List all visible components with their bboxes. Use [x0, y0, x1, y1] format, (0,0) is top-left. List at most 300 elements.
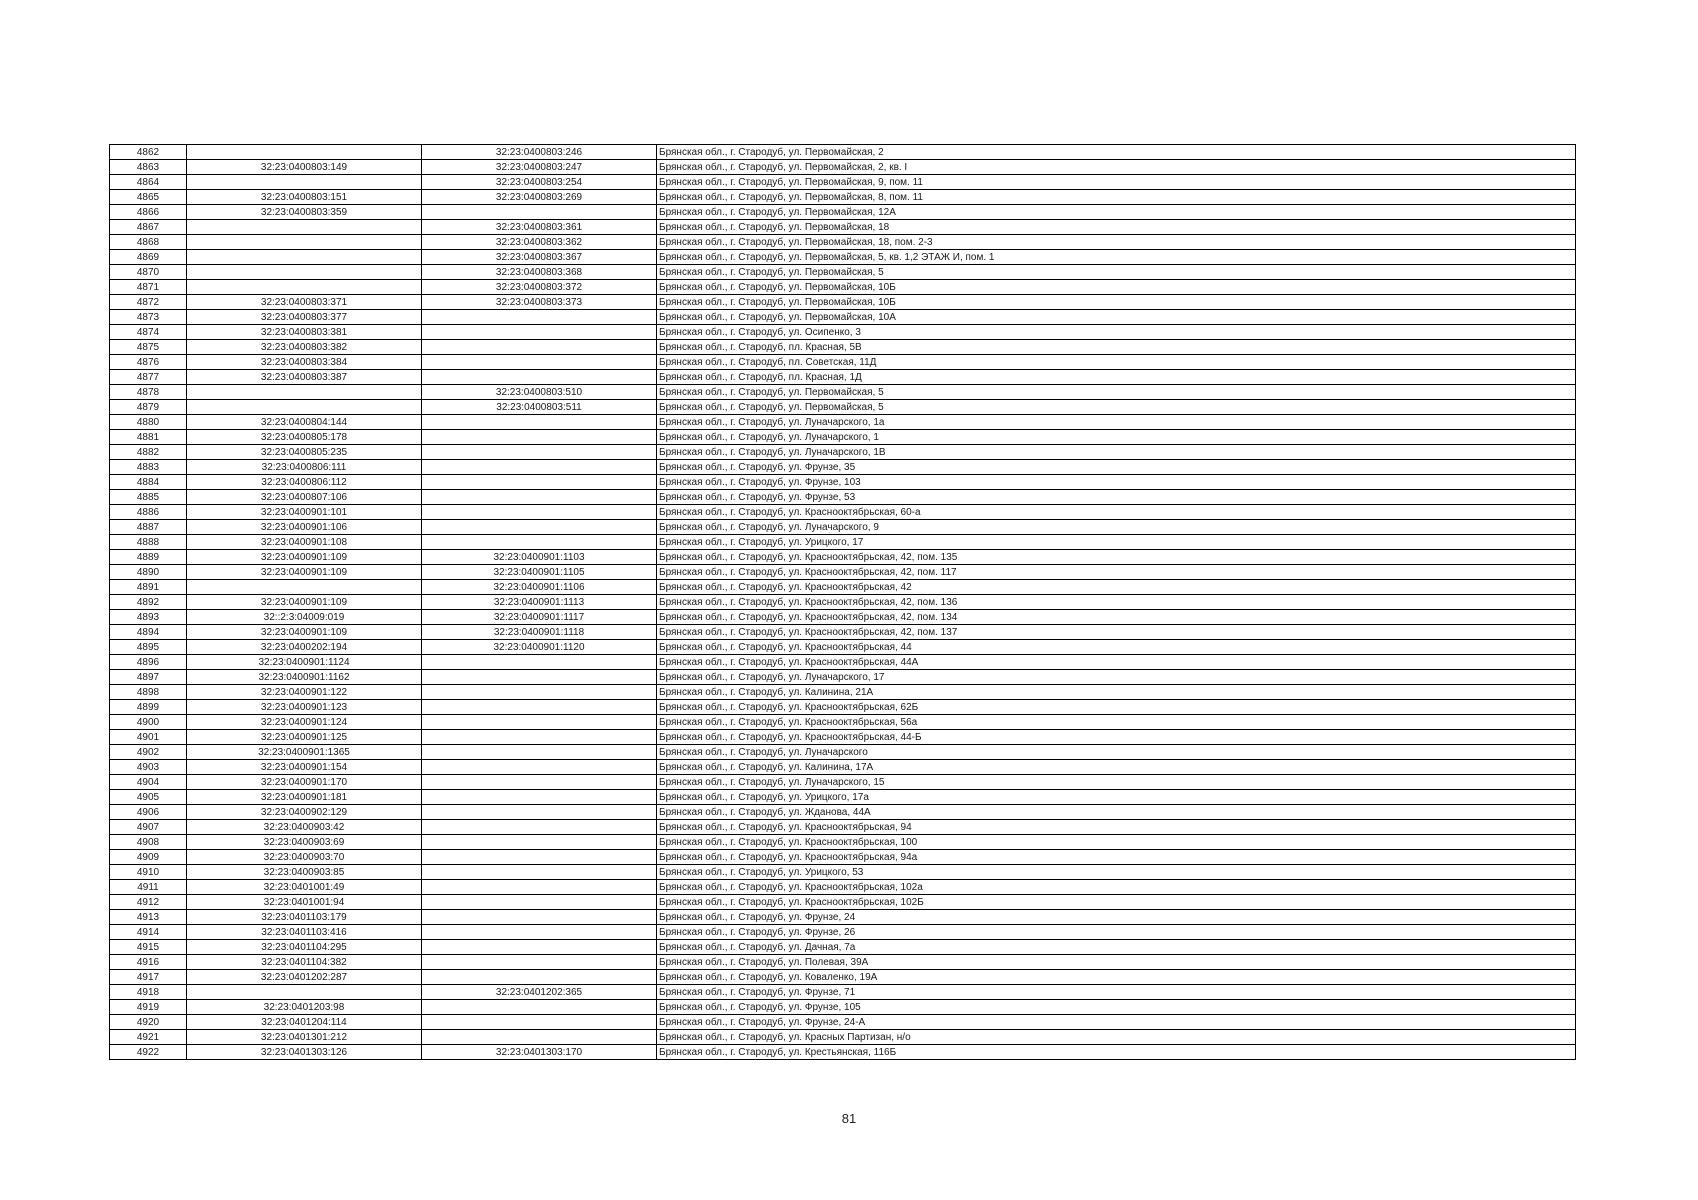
table-row	[110, 655, 1576, 670]
address-cell: Брянская обл., г. Стародуб, ул. Луначарского, 9	[657, 520, 1576, 535]
premises-cadastral-number-cell: 32:23:0400803:367	[422, 250, 657, 265]
row-number-cell: 4865	[110, 190, 187, 205]
address-cell: Брянская обл., г. Стародуб, ул. Первомайская, 10Б	[657, 295, 1576, 310]
premises-cadastral-number-cell	[422, 655, 657, 670]
premises-cadastral-number-cell	[422, 700, 657, 715]
row-number-cell: 4884	[110, 475, 187, 490]
address-cell: Брянская обл., г. Стародуб, ул. Дачная, 7а	[657, 940, 1576, 955]
address-cell: Брянская обл., г. Стародуб, ул. Первомайская, 10А	[657, 310, 1576, 325]
address-cell: Брянская обл., г. Стародуб, ул. Первомайская, 8, пом. 11	[657, 190, 1576, 205]
address-cell: Брянская обл., г. Стародуб, ул. Краснооктябрьская, 44	[657, 640, 1576, 655]
address-cell: Брянская обл., г. Стародуб, ул. Фрунзе, 53	[657, 490, 1576, 505]
address-cell: Брянская обл., г. Стародуб, ул. Урицкого, 53	[657, 865, 1576, 880]
table-row	[110, 685, 1576, 700]
address-cell: Брянская обл., г. Стародуб, ул. Луначарского, 1а	[657, 415, 1576, 430]
cadastral-number-cell: 32:23:0400803:381	[187, 325, 422, 340]
premises-cadastral-number-cell	[422, 940, 657, 955]
cadastral-number-cell	[187, 175, 422, 190]
row-number-cell: 4862	[110, 145, 187, 160]
premises-cadastral-number-cell	[422, 925, 657, 940]
address-cell: Брянская обл., г. Стародуб, ул. Краснооктябрьская, 94	[657, 820, 1576, 835]
cadastral-number-cell: 32:23:0400901:123	[187, 700, 422, 715]
row-number-cell: 4916	[110, 955, 187, 970]
row-number-cell: 4918	[110, 985, 187, 1000]
cadastral-number-cell	[187, 985, 422, 1000]
row-number-cell: 4882	[110, 445, 187, 460]
cadastral-number-cell	[187, 385, 422, 400]
table-row	[110, 490, 1576, 505]
cadastral-number-cell: 32:23:0400903:70	[187, 850, 422, 865]
table-row	[110, 145, 1576, 160]
row-number-cell: 4886	[110, 505, 187, 520]
address-cell: Брянская обл., г. Стародуб, ул. Жданова, 44А	[657, 805, 1576, 820]
row-number-cell: 4871	[110, 280, 187, 295]
table-row	[110, 325, 1576, 340]
premises-cadastral-number-cell: 32:23:0400803:372	[422, 280, 657, 295]
page-number: 81	[841, 1111, 857, 1126]
cadastral-number-cell: 32:23:0400901:125	[187, 730, 422, 745]
table-row	[110, 940, 1576, 955]
row-number-cell: 4869	[110, 250, 187, 265]
premises-cadastral-number-cell	[422, 955, 657, 970]
premises-cadastral-number-cell	[422, 490, 657, 505]
table-row	[110, 550, 1576, 565]
cadastral-number-cell: 32:23:0400803:382	[187, 340, 422, 355]
table-row	[110, 265, 1576, 280]
row-number-cell: 4901	[110, 730, 187, 745]
table-row	[110, 955, 1576, 970]
cadastral-number-cell: 32:23:0400901:101	[187, 505, 422, 520]
premises-cadastral-number-cell: 32:23:0400901:1103	[422, 550, 657, 565]
row-number-cell: 4885	[110, 490, 187, 505]
address-cell: Брянская обл., г. Стародуб, пл. Красная, 1Д	[657, 370, 1576, 385]
row-number-cell: 4900	[110, 715, 187, 730]
table-row	[110, 400, 1576, 415]
premises-cadastral-number-cell	[422, 685, 657, 700]
table-row	[110, 175, 1576, 190]
cadastral-number-cell: 32:23:0400202:194	[187, 640, 422, 655]
cadastral-number-cell: 32:23:0401104:295	[187, 940, 422, 955]
table-row	[110, 445, 1576, 460]
address-cell: Брянская обл., г. Стародуб, ул. Первомайская, 5	[657, 400, 1576, 415]
table-row	[110, 850, 1576, 865]
cadastral-number-cell: 32:23:0400901:170	[187, 775, 422, 790]
row-number-cell: 4878	[110, 385, 187, 400]
address-cell: Брянская обл., г. Стародуб, ул. Фрунзе, 71	[657, 985, 1576, 1000]
cadastral-number-cell: 32:23:0401001:49	[187, 880, 422, 895]
row-number-cell: 4902	[110, 745, 187, 760]
row-number-cell: 4922	[110, 1045, 187, 1060]
cadastral-number-cell: 32:23:0401202:287	[187, 970, 422, 985]
cadastral-number-cell: 32:23:0400806:112	[187, 475, 422, 490]
row-number-cell: 4877	[110, 370, 187, 385]
address-cell: Брянская обл., г. Стародуб, ул. Красных Партизан, н/о	[657, 1030, 1576, 1045]
premises-cadastral-number-cell	[422, 505, 657, 520]
row-number-cell: 4889	[110, 550, 187, 565]
address-cell: Брянская обл., г. Стародуб, ул. Фрунзе, 24-А	[657, 1015, 1576, 1030]
premises-cadastral-number-cell	[422, 895, 657, 910]
table-row	[110, 415, 1576, 430]
address-cell: Брянская обл., г. Стародуб, ул. Урицкого, 17	[657, 535, 1576, 550]
row-number-cell: 4899	[110, 700, 187, 715]
table-row	[110, 835, 1576, 850]
premises-cadastral-number-cell	[422, 850, 657, 865]
premises-cadastral-number-cell: 32:23:0400901:1113	[422, 595, 657, 610]
address-cell: Брянская обл., г. Стародуб, ул. Первомайская, 2, кв. I	[657, 160, 1576, 175]
table-row	[110, 1000, 1576, 1015]
premises-cadastral-number-cell: 32:23:0400803:511	[422, 400, 657, 415]
table-row	[110, 355, 1576, 370]
row-number-cell: 4903	[110, 760, 187, 775]
table-row	[110, 460, 1576, 475]
row-number-cell: 4874	[110, 325, 187, 340]
address-cell: Брянская обл., г. Стародуб, ул. Осипенко, 3	[657, 325, 1576, 340]
row-number-cell: 4919	[110, 1000, 187, 1015]
row-number-cell: 4912	[110, 895, 187, 910]
table-row	[110, 580, 1576, 595]
premises-cadastral-number-cell	[422, 310, 657, 325]
table-row	[110, 190, 1576, 205]
table-row	[110, 520, 1576, 535]
cadastral-number-cell	[187, 400, 422, 415]
row-number-cell: 4908	[110, 835, 187, 850]
address-cell: Брянская обл., г. Стародуб, ул. Первомайская, 5	[657, 265, 1576, 280]
table-row	[110, 595, 1576, 610]
premises-cadastral-number-cell	[422, 910, 657, 925]
address-cell: Брянская обл., г. Стародуб, ул. Краснооктябрьская, 44-Б	[657, 730, 1576, 745]
premises-cadastral-number-cell: 32:23:0400803:361	[422, 220, 657, 235]
table-row	[110, 370, 1576, 385]
table-row	[110, 160, 1576, 175]
premises-cadastral-number-cell: 32:23:0400803:254	[422, 175, 657, 190]
address-cell: Брянская обл., г. Стародуб, ул. Первомайская, 5, кв. 1,2 ЭТАЖ И, пом. 1	[657, 250, 1576, 265]
row-number-cell: 4909	[110, 850, 187, 865]
address-cell: Брянская обл., г. Стародуб, ул. Первомайская, 18	[657, 220, 1576, 235]
row-number-cell: 4917	[110, 970, 187, 985]
address-cell: Брянская обл., г. Стародуб, ул. Первомайская, 10Б	[657, 280, 1576, 295]
row-number-cell: 4915	[110, 940, 187, 955]
cadastral-number-cell: 32:23:0400901:154	[187, 760, 422, 775]
premises-cadastral-number-cell: 32:23:0400901:1106	[422, 580, 657, 595]
premises-cadastral-number-cell	[422, 205, 657, 220]
table-row	[110, 880, 1576, 895]
cadastral-number-cell: 32:23:0400901:109	[187, 625, 422, 640]
cadastral-number-cell: 32:23:0401204:114	[187, 1015, 422, 1030]
cadastral-number-cell: 32:23:0400901:109	[187, 595, 422, 610]
address-cell: Брянская обл., г. Стародуб, ул. Калинина, 17А	[657, 760, 1576, 775]
table-row	[110, 700, 1576, 715]
row-number-cell: 4881	[110, 430, 187, 445]
address-cell: Брянская обл., г. Стародуб, ул. Краснооктябрьская, 62Б	[657, 700, 1576, 715]
premises-cadastral-number-cell	[422, 430, 657, 445]
table-row	[110, 715, 1576, 730]
row-number-cell: 4904	[110, 775, 187, 790]
row-number-cell: 4879	[110, 400, 187, 415]
cadastral-number-cell	[187, 280, 422, 295]
cadastral-number-cell: 32:23:0400901:1365	[187, 745, 422, 760]
address-cell: Брянская обл., г. Стародуб, ул. Краснооктябрьская, 60-а	[657, 505, 1576, 520]
table-row	[110, 640, 1576, 655]
premises-cadastral-number-cell: 32:23:0401202:365	[422, 985, 657, 1000]
cadastral-number-cell: 32:23:0401301:212	[187, 1030, 422, 1045]
address-cell: Брянская обл., г. Стародуб, ул. Краснооктябрьская, 42	[657, 580, 1576, 595]
address-cell: Брянская обл., г. Стародуб, ул. Фрунзе, 35	[657, 460, 1576, 475]
row-number-cell: 4870	[110, 265, 187, 280]
address-cell: Брянская обл., г. Стародуб, ул. Краснооктябрьская, 42, пом. 134	[657, 610, 1576, 625]
cadastral-number-cell: 32:23:0400901:1124	[187, 655, 422, 670]
cadastral-number-cell	[187, 250, 422, 265]
premises-cadastral-number-cell	[422, 880, 657, 895]
address-cell: Брянская обл., г. Стародуб, ул. Луначарского, 17	[657, 670, 1576, 685]
cadastral-number-cell: 32:23:0401203:98	[187, 1000, 422, 1015]
premises-cadastral-number-cell	[422, 670, 657, 685]
address-cell: Брянская обл., г. Стародуб, ул. Урицкого, 17а	[657, 790, 1576, 805]
row-number-cell: 4907	[110, 820, 187, 835]
address-cell: Брянская обл., г. Стародуб, ул. Краснооктябрьская, 102а	[657, 880, 1576, 895]
premises-cadastral-number-cell	[422, 805, 657, 820]
table-row	[110, 760, 1576, 775]
address-cell: Брянская обл., г. Стародуб, ул. Калинина, 21А	[657, 685, 1576, 700]
premises-cadastral-number-cell	[422, 475, 657, 490]
table-row	[110, 220, 1576, 235]
address-cell: Брянская обл., г. Стародуб, ул. Луначарского, 15	[657, 775, 1576, 790]
cadastral-number-cell	[187, 145, 422, 160]
table-row	[110, 250, 1576, 265]
address-cell: Брянская обл., г. Стародуб, ул. Первомайская, 9, пом. 11	[657, 175, 1576, 190]
cadastral-number-cell: 32:23:0400803:384	[187, 355, 422, 370]
table-row	[110, 670, 1576, 685]
table-row	[110, 730, 1576, 745]
address-cell: Брянская обл., г. Стародуб, ул. Краснооктябрьская, 42, пом. 117	[657, 565, 1576, 580]
row-number-cell: 4872	[110, 295, 187, 310]
premises-cadastral-number-cell: 32:23:0400803:510	[422, 385, 657, 400]
address-cell: Брянская обл., г. Стародуб, ул. Краснооктябрьская, 42, пом. 137	[657, 625, 1576, 640]
table-row	[110, 1015, 1576, 1030]
table-row	[110, 895, 1576, 910]
premises-cadastral-number-cell: 32:23:0400803:247	[422, 160, 657, 175]
cadastral-number-cell: 32:23:0401103:416	[187, 925, 422, 940]
premises-cadastral-number-cell	[422, 760, 657, 775]
premises-cadastral-number-cell: 32:23:0400803:368	[422, 265, 657, 280]
cadastral-number-cell: 32:23:0400803:371	[187, 295, 422, 310]
row-number-cell: 4883	[110, 460, 187, 475]
premises-cadastral-number-cell: 32:23:0400803:362	[422, 235, 657, 250]
address-cell: Брянская обл., г. Стародуб, ул. Краснооктябрьская, 94а	[657, 850, 1576, 865]
table-row	[110, 430, 1576, 445]
row-number-cell: 4868	[110, 235, 187, 250]
table-row	[110, 295, 1576, 310]
address-cell: Брянская обл., г. Стародуб, ул. Крестьянская, 116Б	[657, 1045, 1576, 1060]
table-row	[110, 745, 1576, 760]
cadastral-number-cell: 32:23:0400805:235	[187, 445, 422, 460]
cadastral-number-cell: 32:23:0401103:179	[187, 910, 422, 925]
cadastral-number-cell: 32:23:0400903:85	[187, 865, 422, 880]
premises-cadastral-number-cell	[422, 340, 657, 355]
table-row	[110, 610, 1576, 625]
premises-cadastral-number-cell	[422, 730, 657, 745]
premises-cadastral-number-cell	[422, 520, 657, 535]
premises-cadastral-number-cell	[422, 970, 657, 985]
table-row	[110, 910, 1576, 925]
row-number-cell: 4894	[110, 625, 187, 640]
table-row	[110, 775, 1576, 790]
row-number-cell: 4906	[110, 805, 187, 820]
row-number-cell: 4898	[110, 685, 187, 700]
cadastral-number-cell	[187, 580, 422, 595]
address-cell: Брянская обл., г. Стародуб, ул. Фрунзе, 26	[657, 925, 1576, 940]
table-row	[110, 925, 1576, 940]
address-cell: Брянская обл., г. Стародуб, ул. Первомайская, 5	[657, 385, 1576, 400]
cadastral-number-cell: 32:23:0400805:178	[187, 430, 422, 445]
premises-cadastral-number-cell	[422, 325, 657, 340]
row-number-cell: 4895	[110, 640, 187, 655]
premises-cadastral-number-cell	[422, 1015, 657, 1030]
address-cell: Брянская обл., г. Стародуб, ул. Первомайская, 2	[657, 145, 1576, 160]
row-number-cell: 4890	[110, 565, 187, 580]
premises-cadastral-number-cell	[422, 535, 657, 550]
table-row	[110, 235, 1576, 250]
row-number-cell: 4867	[110, 220, 187, 235]
premises-cadastral-number-cell: 32:23:0401303:170	[422, 1045, 657, 1060]
row-number-cell: 4910	[110, 865, 187, 880]
table-row	[110, 805, 1576, 820]
row-number-cell: 4864	[110, 175, 187, 190]
cadastral-number-cell: 32:23:0400902:129	[187, 805, 422, 820]
cadastral-number-cell: 32:23:0401303:126	[187, 1045, 422, 1060]
address-cell: Брянская обл., г. Стародуб, ул. Полевая, 39А	[657, 955, 1576, 970]
premises-cadastral-number-cell	[422, 355, 657, 370]
premises-cadastral-number-cell	[422, 1030, 657, 1045]
register-table-body	[110, 145, 1576, 1060]
cadastral-number-cell: 32:23:0401001:94	[187, 895, 422, 910]
cadastral-number-cell: 32:23:0400901:124	[187, 715, 422, 730]
address-cell: Брянская обл., г. Стародуб, ул. Фрунзе, 24	[657, 910, 1576, 925]
premises-cadastral-number-cell: 32:23:0400803:269	[422, 190, 657, 205]
cadastral-number-cell: 32:23:0400806:111	[187, 460, 422, 475]
address-cell: Брянская обл., г. Стародуб, ул. Фрунзе, 105	[657, 1000, 1576, 1015]
cadastral-number-cell: 32:23:0401104:382	[187, 955, 422, 970]
row-number-cell: 4920	[110, 1015, 187, 1030]
row-number-cell: 4876	[110, 355, 187, 370]
address-cell: Брянская обл., г. Стародуб, ул. Краснооктябрьская, 102Б	[657, 895, 1576, 910]
premises-cadastral-number-cell: 32:23:0400901:1118	[422, 625, 657, 640]
table-row	[110, 205, 1576, 220]
register-table	[109, 144, 1576, 1060]
row-number-cell: 4914	[110, 925, 187, 940]
row-number-cell: 4866	[110, 205, 187, 220]
premises-cadastral-number-cell: 32:23:0400901:1105	[422, 565, 657, 580]
table-row	[110, 820, 1576, 835]
premises-cadastral-number-cell	[422, 1000, 657, 1015]
premises-cadastral-number-cell	[422, 790, 657, 805]
cadastral-number-cell: 32:23:0400903:42	[187, 820, 422, 835]
row-number-cell: 4913	[110, 910, 187, 925]
table-row	[110, 505, 1576, 520]
premises-cadastral-number-cell	[422, 820, 657, 835]
row-number-cell: 4896	[110, 655, 187, 670]
address-cell: Брянская обл., г. Стародуб, ул. Коваленко, 19А	[657, 970, 1576, 985]
cadastral-number-cell: 32:23:0400901:106	[187, 520, 422, 535]
cadastral-number-cell: 32:23:0400901:122	[187, 685, 422, 700]
cadastral-number-cell: 32:23:0400807:106	[187, 490, 422, 505]
address-cell: Брянская обл., г. Стародуб, ул. Первомайская, 12А	[657, 205, 1576, 220]
premises-cadastral-number-cell	[422, 370, 657, 385]
address-cell: Брянская обл., г. Стародуб, ул. Первомайская, 18, пом. 2-3	[657, 235, 1576, 250]
table-row	[110, 625, 1576, 640]
address-cell: Брянская обл., г. Стародуб, ул. Луначарского, 1	[657, 430, 1576, 445]
cadastral-number-cell: 32:23:0400803:387	[187, 370, 422, 385]
cadastral-number-cell: 32:23:0400901:108	[187, 535, 422, 550]
premises-cadastral-number-cell	[422, 865, 657, 880]
row-number-cell: 4921	[110, 1030, 187, 1045]
row-number-cell: 4887	[110, 520, 187, 535]
cadastral-number-cell: 32:23:0400804:144	[187, 415, 422, 430]
row-number-cell: 4897	[110, 670, 187, 685]
table-row	[110, 1045, 1576, 1060]
table-row	[110, 970, 1576, 985]
premises-cadastral-number-cell	[422, 445, 657, 460]
premises-cadastral-number-cell	[422, 775, 657, 790]
cadastral-number-cell: 32:23:0400803:377	[187, 310, 422, 325]
cadastral-number-cell: 32:23:0400901:1162	[187, 670, 422, 685]
table-row	[110, 280, 1576, 295]
premises-cadastral-number-cell	[422, 835, 657, 850]
table-row	[110, 865, 1576, 880]
premises-cadastral-number-cell: 32:23:0400803:246	[422, 145, 657, 160]
address-cell: Брянская обл., г. Стародуб, ул. Краснооктябрьская, 44А	[657, 655, 1576, 670]
premises-cadastral-number-cell	[422, 460, 657, 475]
premises-cadastral-number-cell	[422, 415, 657, 430]
table-row	[110, 340, 1576, 355]
premises-cadastral-number-cell	[422, 715, 657, 730]
cadastral-number-cell: 32:23:0400803:149	[187, 160, 422, 175]
table-row	[110, 790, 1576, 805]
cadastral-number-cell: 32:23:0400901:109	[187, 565, 422, 580]
address-cell: Брянская обл., г. Стародуб, ул. Луначарского, 1В	[657, 445, 1576, 460]
address-cell: Брянская обл., г. Стародуб, ул. Краснооктябрьская, 100	[657, 835, 1576, 850]
table-row	[110, 385, 1576, 400]
table-row	[110, 535, 1576, 550]
address-cell: Брянская обл., г. Стародуб, ул. Краснооктябрьская, 42, пом. 136	[657, 595, 1576, 610]
cadastral-number-cell: 32:23:0400903:69	[187, 835, 422, 850]
cadastral-number-cell: 32::2:3:04009:019	[187, 610, 422, 625]
row-number-cell: 4905	[110, 790, 187, 805]
row-number-cell: 4893	[110, 610, 187, 625]
cadastral-number-cell: 32:23:0400901:181	[187, 790, 422, 805]
cadastral-number-cell	[187, 220, 422, 235]
row-number-cell: 4873	[110, 310, 187, 325]
premises-cadastral-number-cell	[422, 745, 657, 760]
cadastral-number-cell	[187, 235, 422, 250]
row-number-cell: 4891	[110, 580, 187, 595]
cadastral-number-cell: 32:23:0400803:151	[187, 190, 422, 205]
table-row	[110, 475, 1576, 490]
table-row	[110, 310, 1576, 325]
table-row	[110, 1030, 1576, 1045]
address-cell: Брянская обл., г. Стародуб, ул. Луначарского	[657, 745, 1576, 760]
address-cell: Брянская обл., г. Стародуб, ул. Краснооктябрьская, 42, пом. 135	[657, 550, 1576, 565]
row-number-cell: 4892	[110, 595, 187, 610]
row-number-cell: 4880	[110, 415, 187, 430]
table-row	[110, 565, 1576, 580]
row-number-cell: 4875	[110, 340, 187, 355]
cadastral-number-cell: 32:23:0400901:109	[187, 550, 422, 565]
address-cell: Брянская обл., г. Стародуб, пл. Советская, 11Д	[657, 355, 1576, 370]
table-row	[110, 985, 1576, 1000]
row-number-cell: 4888	[110, 535, 187, 550]
address-cell: Брянская обл., г. Стародуб, ул. Фрунзе, 103	[657, 475, 1576, 490]
cadastral-number-cell: 32:23:0400803:359	[187, 205, 422, 220]
